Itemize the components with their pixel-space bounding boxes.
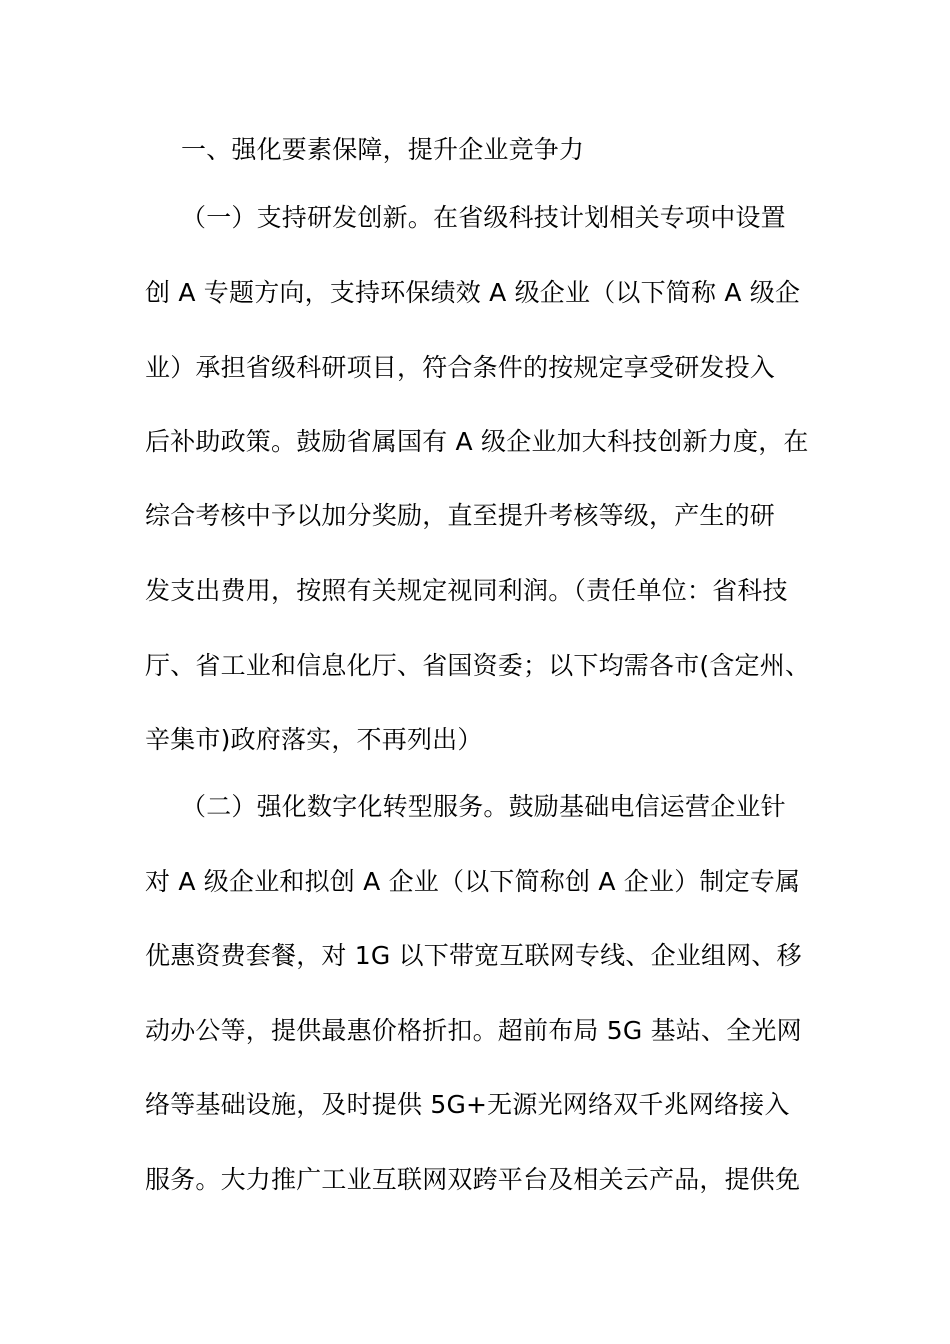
paragraph-line: 服务。大力推广工业互联网双跨平台及相关云产品，提供免: [145, 1165, 801, 1194]
paragraph-line: 发支出费用，按照有关规定视同利润。（责任单位：省科技: [145, 576, 788, 605]
paragraph-line: （二）强化数字化转型服务。鼓励基础电信运营企业针: [181, 792, 786, 821]
paragraph-line: 创 A 专题方向，支持环保绩效 A 级企业（以下简称 A 级企: [145, 278, 801, 307]
paragraph-line: （一）支持研发创新。在省级科技计划相关专项中设置: [181, 203, 786, 232]
paragraph-line: 后补助政策。鼓励省属国有 A 级企业加大科技创新力度，在: [145, 427, 809, 456]
paragraph-line: 络等基础设施，及时提供 5G+无源光网络双千兆网络接入: [145, 1090, 790, 1119]
paragraph-line: 对 A 级企业和拟创 A 企业（以下简称创 A 企业）制定专属: [145, 867, 801, 896]
paragraph-line: 综合考核中予以加分奖励，直至提升考核等级，产生的研: [145, 501, 776, 530]
paragraph-line: 动办公等，提供最惠价格折扣。超前布局 5G 基站、全光网: [145, 1016, 802, 1045]
paragraph-line: 业）承担省级科研项目，符合条件的按规定享受研发投入: [145, 353, 776, 382]
section-heading: 一、强化要素保障，提升企业竞争力: [181, 135, 585, 164]
paragraph-line: 厅、省工业和信息化厅、省国资委；以下均需各市(含定州、: [145, 651, 811, 680]
paragraph-line: 优惠资费套餐，对 1G 以下带宽互联网专线、企业组网、移: [145, 941, 802, 970]
paragraph-line: 辛集市)政府落实，不再列出）: [145, 725, 483, 754]
